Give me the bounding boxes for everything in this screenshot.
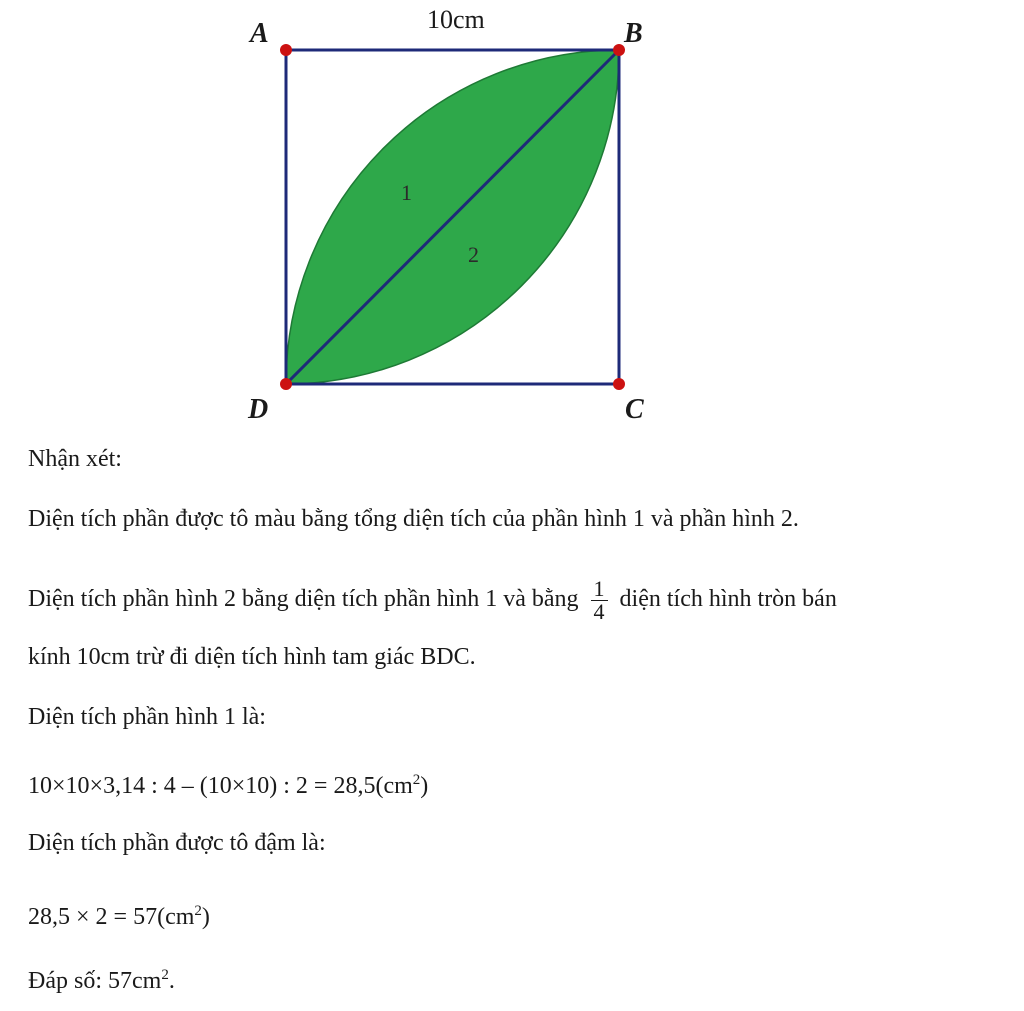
point-c: [613, 378, 625, 390]
equation-2-body: 28,5 × 2 = 57(cm: [28, 904, 195, 930]
final-answer-exponent: 2: [161, 967, 169, 983]
explanation-line-2: [28, 578, 837, 623]
equation-1: [28, 765, 428, 801]
fraction-one-quarter: [591, 578, 608, 623]
fraction-denominator: 4: [593, 599, 605, 624]
equation-1-close: ): [420, 773, 429, 799]
side-length-label: 10cm: [427, 5, 485, 34]
vertex-label-a: A: [250, 18, 269, 49]
explanation-line-3: kính 10cm trừ đi diện tích hình tam giác BDC.: [28, 644, 476, 670]
equation-1-exponent: 2: [412, 772, 421, 788]
final-answer-end: .: [168, 968, 175, 994]
region-label-2: 2: [468, 242, 479, 267]
vertex-label-c: C: [625, 394, 644, 425]
geometry-figure: [0, 0, 1024, 430]
region-label-1: 1: [401, 180, 412, 205]
point-d: [280, 378, 292, 390]
line2-text-before: Diện tích phần hình 2 bằng diện tích phần hình 1 và bằng: [28, 586, 579, 613]
point-a: [280, 44, 292, 56]
fraction-numerator: 1: [591, 578, 608, 601]
final-answer-body: Đáp số: 57cm: [28, 968, 162, 994]
vertex-label-b: B: [624, 18, 643, 49]
equation-2-close: ): [201, 904, 210, 930]
final-answer: [28, 960, 175, 996]
vertex-label-d: D: [248, 394, 269, 425]
explanation-line-4: Diện tích phần hình 1 là:: [28, 704, 266, 730]
equation-2-exponent: 2: [194, 903, 202, 919]
explanation-line-5: Diện tích phần được tô đậm là:: [28, 830, 326, 856]
equation-1-body: 10×10×3,14 : 4 – (10×10) : 2 = 28,5(cm: [28, 773, 413, 799]
line2-text-after: diện tích hình tròn bán: [619, 586, 837, 613]
equation-2: [28, 896, 210, 932]
heading-nhan-xet: Nhận xét:: [28, 446, 122, 472]
explanation-line-1: Diện tích phần được tô màu bằng tổng diện tích của phần hình 1 và phần hình 2.: [28, 506, 799, 532]
